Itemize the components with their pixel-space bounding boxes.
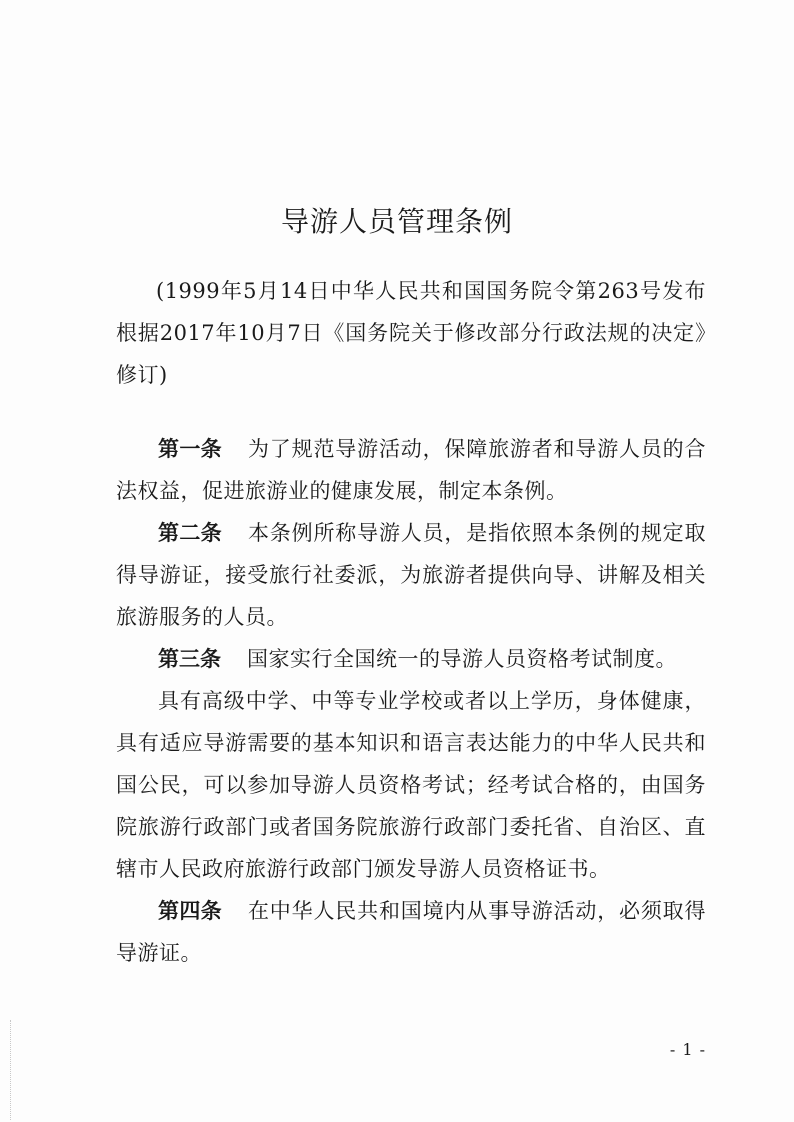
revision-note (116, 270, 728, 396)
article-1 (116, 428, 706, 512)
article-3-paragraph-2-text: 具有高级中学、中等专业学校或者以上学历，身体健康，具有适应导游需要的基本知识和语言表达能力的中华人民共和国公民，可以参加导游人员资格考试；经考试合格的，由国务院旅游行政部门或者国务院旅游行政部门委托省、自治区、直辖市人民政府旅游行政部门颁发导游人员资格证书。 (116, 689, 706, 881)
article-3-label: 第三条 (158, 647, 221, 671)
article-4-label: 第四条 (158, 899, 222, 923)
article-4 (116, 890, 706, 974)
articles-section (116, 428, 706, 974)
article-4-text: 在中华人民共和国境内从事导游活动，必须取得导游证。 (116, 899, 707, 965)
article-3 (116, 638, 706, 680)
article-2 (116, 512, 706, 638)
article-1-text: 为了规范导游活动，保障旅游者和导游人员的合法权益，促进旅游业的健康发展，制定本条例。 (116, 437, 707, 503)
article-3-paragraph-2 (116, 680, 706, 890)
article-2-label: 第二条 (158, 521, 222, 545)
article-3-text: 国家实行全国统一的导游人员资格考试制度。 (247, 647, 677, 671)
revision-note-text: (1999年5月14日中华人民共和国国务院令第263号发布 根据2017年10月7日《国务院关于修改部分行政法规的决定》修订) (116, 279, 728, 387)
article-2-text: 本条例所称导游人员，是指依照本条例的规定取得导游证，接受旅行社委派，为旅游者提供向导、讲解及相关旅游服务的人员。 (116, 521, 707, 629)
scan-margin-marks (10, 1020, 12, 1120)
page-number: - 1 - (669, 1040, 706, 1059)
article-1-label: 第一条 (158, 437, 222, 461)
document-title: 导游人员管理条例 (280, 204, 513, 238)
